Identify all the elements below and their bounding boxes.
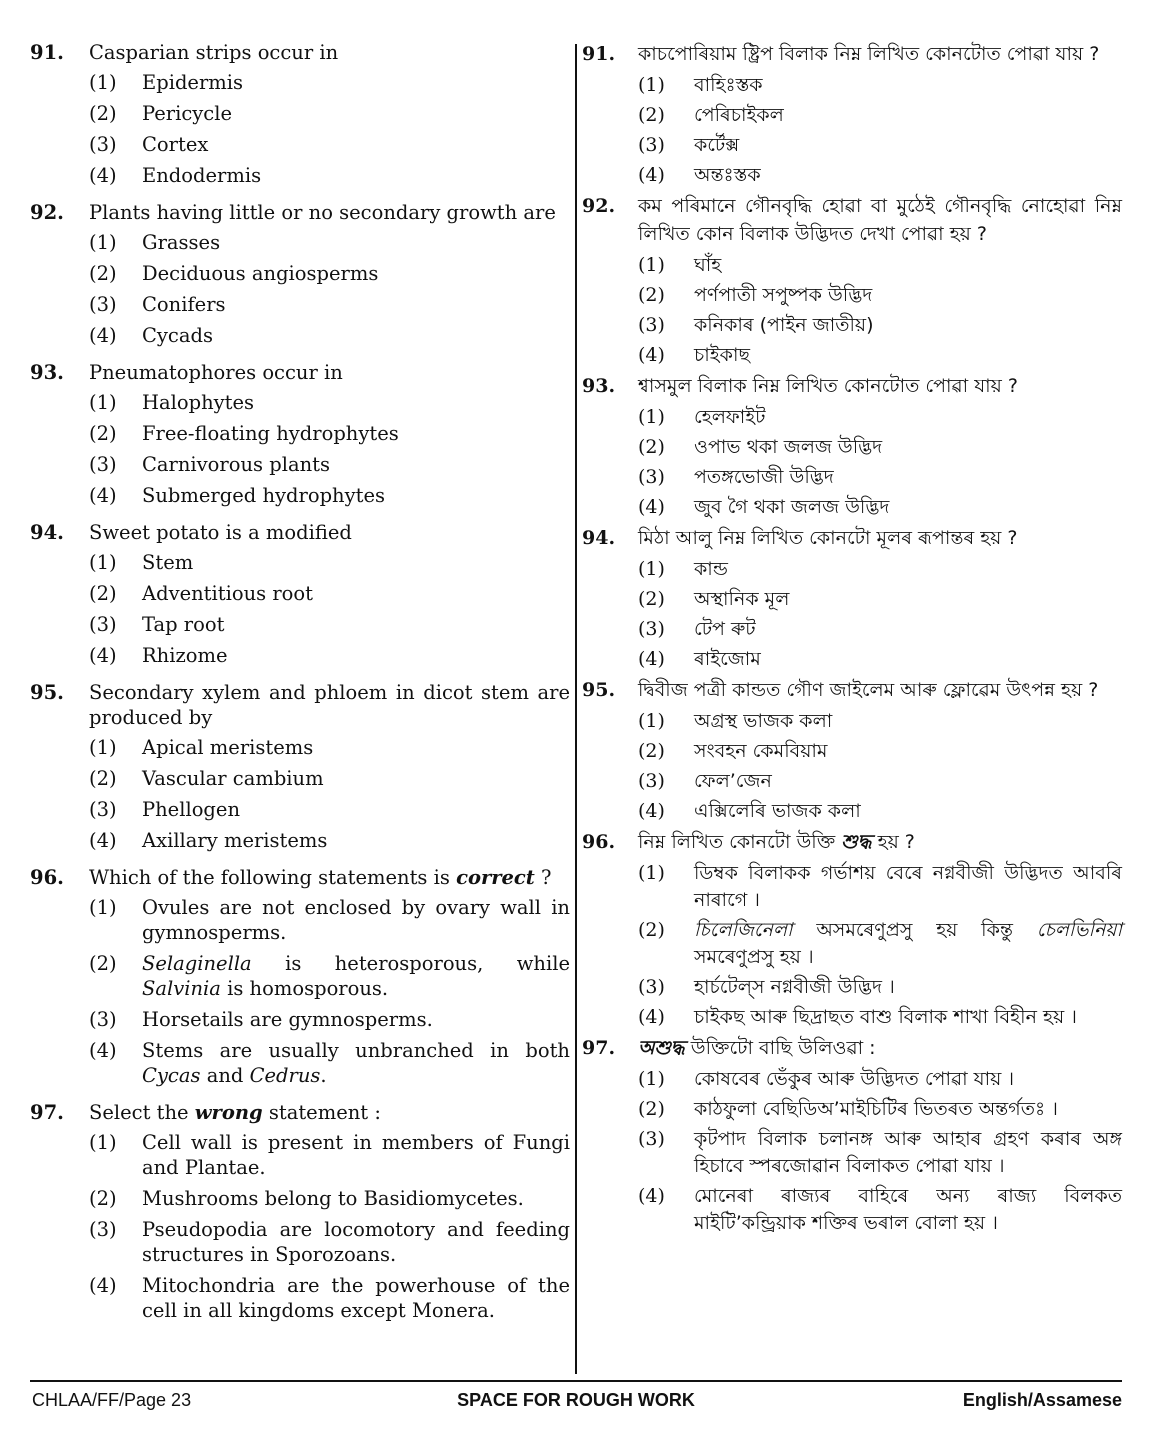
question-stem: Sweet potato is a modified bbox=[89, 521, 352, 544]
option-4: (4) Submerged hydrophytes bbox=[89, 484, 386, 507]
option-4: (4) অন্তঃস্তক bbox=[638, 164, 761, 186]
question-96-en bbox=[30, 865, 570, 1088]
question-stem: কাচপোৰিয়াম ষ্ট্ৰিপ বিলাক নিম্ন লিখিত কোনটোত পোৱা যায় ? bbox=[638, 43, 1100, 65]
question-number: 97. bbox=[582, 1037, 616, 1059]
question-number: 95. bbox=[30, 681, 64, 704]
question-95-en bbox=[30, 680, 570, 853]
option-4: (4) ৰাইজোম bbox=[638, 648, 761, 670]
question-number: 93. bbox=[582, 375, 616, 397]
option-3: (3) Conifers bbox=[89, 293, 226, 316]
option-4: (4) Stems are usually unbranched in both Cycas and Cedrus. bbox=[89, 1039, 570, 1087]
option-1: (1) হেলফাইট bbox=[638, 406, 766, 428]
assamese-column bbox=[582, 40, 1122, 1240]
option-3: (3) Horsetails are gymnosperms. bbox=[89, 1008, 433, 1031]
option-2: (2) Deciduous angiosperms bbox=[89, 262, 379, 285]
option-4: (4) Mitochondria are the powerhouse of the cell in all kingdoms except Monera. bbox=[89, 1274, 570, 1322]
question-stem: মিঠা আলু নিম্ন লিখিত কোনটো মূলৰ ৰূপান্তৰ হয় ? bbox=[638, 527, 1018, 549]
page-code: CHLAA/FF/Page 23 bbox=[32, 1390, 192, 1410]
option-2: (2) পেৰিচাইকল bbox=[638, 104, 784, 126]
column-divider bbox=[575, 44, 577, 1374]
option-1: (1) অগ্ৰস্থ ভাজক কলা bbox=[638, 710, 833, 732]
question-94-as bbox=[582, 524, 1122, 673]
option-1: (1) Halophytes bbox=[89, 391, 255, 414]
question-96-as bbox=[582, 828, 1122, 1031]
option-4: (4) চাইকাছ bbox=[638, 344, 750, 366]
option-1: (1) Epidermis bbox=[89, 71, 244, 94]
option-1: (1) Ovules are not enclosed by ovary wall in gymnosperms. bbox=[89, 896, 570, 944]
question-number: 94. bbox=[582, 527, 616, 549]
question-95-as bbox=[582, 676, 1122, 825]
option-2: (2) Pericycle bbox=[89, 102, 232, 125]
question-97-as bbox=[582, 1034, 1122, 1237]
question-stem: Secondary xylem and phloem in dicot stem are produced by bbox=[89, 681, 570, 729]
option-1: (1) ঘাঁহ bbox=[638, 254, 722, 276]
question-number: 96. bbox=[30, 866, 64, 889]
option-2: (2) অস্থানিক মূল bbox=[638, 588, 790, 610]
language-label: English/Assamese bbox=[962, 1390, 1122, 1410]
question-stem: শ্বাসমুল বিলাক নিম্ন লিখিত কোনটোত পোৱা যায় ? bbox=[638, 375, 1018, 397]
rough-work-label: SPACE FOR ROUGH WORK bbox=[457, 1390, 695, 1410]
option-4: (4) Axillary meristems bbox=[89, 829, 328, 852]
option-1: (1) কোষবেৰ ভেঁকুৰ আৰু উদ্ভিদত পোৱা যায় । bbox=[638, 1068, 1015, 1090]
option-4: (4) Endodermis bbox=[89, 164, 262, 187]
option-2: (2) Free-floating hydrophytes bbox=[89, 422, 399, 445]
option-3: (3) Cortex bbox=[89, 133, 209, 156]
question-94-en bbox=[30, 520, 570, 668]
option-3: (3) টেপ ৰুট bbox=[638, 618, 756, 640]
option-2: (2) Vascular cambium bbox=[89, 767, 324, 790]
question-stem: কম পৰিমানে গৌনবৃদ্ধি হোৱা বা মুঠেই গৌনবৃদ্ধি নোহোৱা নিম্ন লিখিত কোন বিলাক উদ্ভিদত দেখা পোৱা হয় ? bbox=[638, 195, 1122, 245]
option-3: (3) কনিকাৰ (পাইন জাতীয়) bbox=[638, 314, 874, 336]
question-number: 92. bbox=[582, 195, 616, 217]
option-1: (1) কান্ড bbox=[638, 558, 728, 580]
question-number: 97. bbox=[30, 1101, 64, 1124]
question-number: 95. bbox=[582, 679, 616, 701]
option-2: (2) চিলেজিনেলা অসমৰেণুপ্ৰসু হয় কিন্তু চেলভিনিয়া সমৰেণুপ্ৰসু হয় । bbox=[638, 919, 1122, 968]
question-number: 92. bbox=[30, 201, 64, 224]
option-2: (2) ওপাভ থকা জলজ উদ্ভিদ bbox=[638, 436, 883, 458]
option-4: (4) জুব গৈ থকা জলজ উদ্ভিদ bbox=[638, 496, 890, 518]
question-stem: দ্বিবীজ পত্ৰী কান্ডত গৌণ জাইলেম আৰু ফ্লোৱেম উৎপন্ন হয় ? bbox=[638, 679, 1099, 701]
option-3: (3) Carnivorous plants bbox=[89, 453, 330, 476]
question-93-as bbox=[582, 372, 1122, 521]
option-3: (3) Pseudopodia are locomotory and feeding structures in Sporozoans. bbox=[89, 1218, 570, 1266]
option-3: (3) Phellogen bbox=[89, 798, 241, 821]
question-97-en bbox=[30, 1100, 570, 1323]
question-stem: Pneumatophores occur in bbox=[89, 361, 343, 384]
option-1: (1) ডিম্বক বিলাকক গৰ্ভাশয় বেৰে নগ্নবীজী উদ্ভিদত আবৰি নাৰাগে । bbox=[638, 862, 1122, 911]
option-2: (2) Selaginella is heterosporous, while Salvinia is homosporous. bbox=[89, 952, 570, 1000]
footer-rule bbox=[30, 1380, 1122, 1382]
option-2: (2) সংবহন কেমবিয়াম bbox=[638, 740, 828, 762]
option-1: (1) Cell wall is present in members of Fungi and Plantae. bbox=[89, 1131, 570, 1179]
question-number: 91. bbox=[582, 43, 616, 65]
option-3: (3) কৃটপাদ বিলাক চলানঙ্গ আৰু আহাৰ গ্ৰহণ কৰাৰ অঙ্গ হিচাবে স্পৰজোৱান বিলাকত পোৱা যায় । bbox=[638, 1128, 1122, 1177]
question-number: 96. bbox=[582, 831, 616, 853]
option-3: (3) হাৰ্চটেল্‌স নগ্নবীজী উদ্ভিদ । bbox=[638, 976, 895, 998]
option-3: (3) Tap root bbox=[89, 613, 225, 636]
option-4: (4) Cycads bbox=[89, 324, 213, 347]
option-4: (4) চাইকছ আৰু ছিদ্ৰাছত বাশু বিলাক শাখা বিহীন হয় । bbox=[638, 1006, 1077, 1028]
question-91-as bbox=[582, 40, 1122, 189]
question-92-as bbox=[582, 192, 1122, 369]
option-3: (3) কৰ্টেক্স bbox=[638, 134, 740, 156]
option-2: (2) কাঠফুলা বেছিডিঅ’মাইচিটিৰ ভিতৰত অন্তৰ্গতঃ । bbox=[638, 1098, 1058, 1120]
question-91-en bbox=[30, 40, 570, 188]
option-2: (2) পৰ্ণপাতী সপুষ্পক উদ্ভিদ bbox=[638, 284, 873, 306]
option-4: (4) Rhizome bbox=[89, 644, 228, 667]
english-column bbox=[30, 40, 570, 1335]
option-4: (4) মোনেৰা ৰাজ্যৰ বাহিৰে অন্য ৰাজ্য বিলকত মাইটি’কন্ড্ৰিয়াক শক্তিৰ ভৰাল বোলা হয় । bbox=[638, 1185, 1122, 1234]
question-stem: অশুদ্ধ উক্তিটো বাছি উলিওৱা : bbox=[638, 1037, 876, 1059]
option-3: (3) পতঙ্গভোজী উদ্ভিদ bbox=[638, 466, 834, 488]
option-1: (1) Grasses bbox=[89, 231, 221, 254]
question-stem: নিম্ন লিখিত কোনটো উক্তি শুদ্ধ হয় ? bbox=[638, 831, 915, 853]
question-number: 91. bbox=[30, 41, 64, 64]
option-2: (2) Mushrooms belong to Basidiomycetes. bbox=[89, 1187, 524, 1210]
option-1: (1) Stem bbox=[89, 551, 194, 574]
option-1: (1) Apical meristems bbox=[89, 736, 314, 759]
question-number: 93. bbox=[30, 361, 64, 384]
question-93-en bbox=[30, 360, 570, 508]
question-stem: Which of the following statements is correct ? bbox=[89, 866, 552, 889]
question-number: 94. bbox=[30, 521, 64, 544]
option-4: (4) এক্সিলেৰি ভাজক কলা bbox=[638, 800, 861, 822]
option-3: (3) ফেল’জেন bbox=[638, 770, 772, 792]
question-stem: Select the wrong statement : bbox=[89, 1101, 381, 1124]
question-stem: Casparian strips occur in bbox=[89, 41, 339, 64]
question-92-en bbox=[30, 200, 570, 348]
option-2: (2) Adventitious root bbox=[89, 582, 313, 605]
option-1: (1) বাহিঃস্তক bbox=[638, 74, 763, 96]
question-stem: Plants having little or no secondary growth are bbox=[89, 201, 556, 224]
